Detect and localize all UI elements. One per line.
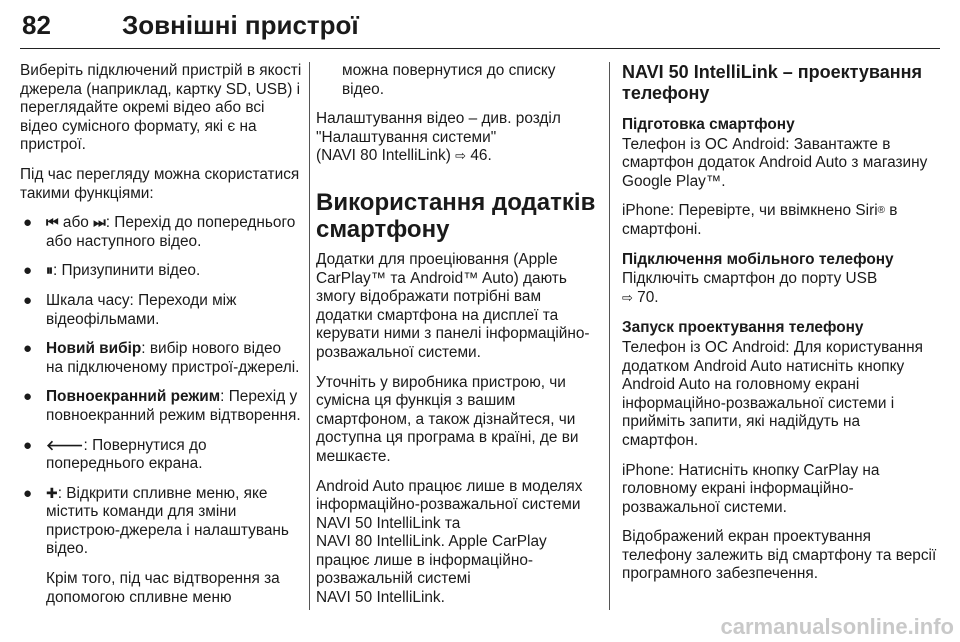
section-heading: NAVI 50 IntelliLink – проектування телефону <box>622 62 922 103</box>
list-text: : Відкрити спливне меню, яке містить команди для зміни пристрою-джерела і налаштувань відео. <box>46 484 289 558</box>
paragraph <box>316 110 598 167</box>
paragraph <box>622 270 940 308</box>
back-arrow-icon: 🡐 <box>46 437 84 454</box>
paragraph: Під час перегляду можна скористатися такими функціями: <box>20 165 300 202</box>
list-item <box>20 262 302 281</box>
paragraph: Відображений екран проектування телефону залежить від смартфону та версії програмного забезпечення. <box>622 528 937 583</box>
bullet-icon: ● <box>23 340 33 358</box>
bullet-icon: ● <box>23 388 33 406</box>
subheading: Запуск проектування телефону <box>622 319 864 337</box>
list-text: : Призупинити відео. <box>53 262 201 280</box>
watermark: carmanualsonline.info <box>720 614 954 639</box>
paragraph-text: Підключіть смартфон до порту USB <box>622 270 878 288</box>
list-item <box>20 437 302 474</box>
column-2 <box>316 62 598 619</box>
list-text: : Повернутися до попереднього екрана. <box>46 436 207 473</box>
paragraph: Телефон із ОС Android: Завантажте в смартфон додаток Android Auto з магазину Google Play™. <box>622 135 928 190</box>
list-text: : вибір нового відео на підключеному пристрої-джерелі. <box>46 340 300 376</box>
function-list <box>20 214 302 559</box>
pause-icon: ⏸ <box>46 263 53 280</box>
subheading: Підготовка смартфону <box>622 116 795 133</box>
header-divider <box>20 48 940 49</box>
page-reference-arrow-icon: ⇨ <box>622 290 633 306</box>
bullet-icon: ● <box>23 484 33 502</box>
list-item <box>20 388 302 425</box>
bullet-icon: ● <box>23 262 33 280</box>
page-reference: 46. <box>466 147 492 165</box>
paragraph: Виберіть підключений пристрій в якості джерела (наприклад, картку SD, USB) і переглядайте окремі відео або всі відео сумісного формату, які є на пристрої. <box>20 62 302 154</box>
paragraph: можна повернутися до списку відео. <box>342 62 556 98</box>
paragraph: Додатки для проеціювання (Apple CarPlay™ та Android™ Auto) дають змогу відображати потрібні вам додатки смартфона на дисплеї та керувати ними з панелі інформаційно-розважальної системи. <box>316 250 590 361</box>
paragraph-text: NAVI 50 IntelliLink та <box>316 514 461 532</box>
list-item <box>20 292 302 329</box>
paragraph: iPhone: Натисніть кнопку CarPlay на головному екрані інформаційно-розважальної системи. <box>622 461 880 516</box>
page-reference: 70. <box>632 288 659 306</box>
list-item <box>20 485 302 559</box>
page-reference-arrow-icon: ⇨ <box>455 149 467 165</box>
paragraph <box>316 478 598 608</box>
list-text: або <box>58 214 94 232</box>
list-term: Повноекранний режим <box>46 388 221 406</box>
list-item <box>20 340 302 377</box>
section-heading: Використання додатків смартфону <box>316 188 596 243</box>
plus-icon: ✚ <box>46 485 58 502</box>
list-item <box>20 214 302 251</box>
bullet-icon: ● <box>23 291 33 309</box>
paragraph <box>622 202 940 239</box>
page-header <box>20 8 940 52</box>
paragraph: Телефон із ОС Android: Для користування додатком Android Auto натисніть кнопку Android Auto на головному екрані інформаційно-розважальної системи і прийміть запити, які надійдуть на смартфон. <box>622 338 923 449</box>
skip-previous-icon: ⏮ <box>46 215 59 232</box>
skip-next-icon: ⏭ <box>93 215 106 232</box>
list-text: Шкала часу: Переходи між відеофільмами. <box>46 291 237 328</box>
column-divider-2 <box>609 62 610 610</box>
bullet-icon: ● <box>23 436 33 454</box>
paragraph-text: в смартфоні. <box>622 202 898 238</box>
paragraph: Уточніть у виробника пристрою, чи сумісна ця функція з вашим смартфоном, а також дізнайтеся, чи доступна ця програма в країні, де ви мешкаєте. <box>316 373 579 465</box>
paragraph: Крім того, під час відтворення за допомогою спливне меню <box>46 570 280 606</box>
list-text: : Перехід до попереднього або наступного відео. <box>46 214 296 250</box>
paragraph-text: Android Auto працює лише в моделях інформаційно-розважальної системи <box>316 477 583 514</box>
paragraph-text: NAVI 80 IntelliLink. Apple CarPlay працює лише в інформаційно-розважальній системі <box>316 533 547 588</box>
subheading: Підключення мобільного телефону <box>622 250 894 268</box>
paragraph-text: (NAVI 80 IntelliLink) <box>316 147 451 165</box>
page-number: 82 <box>22 10 51 40</box>
list-term: Новий вибір <box>46 340 142 358</box>
column-1 <box>20 62 302 618</box>
list-text: : Перехід у повноекранний режим відтворення. <box>46 388 301 424</box>
bullet-icon: ● <box>23 214 33 232</box>
paragraph-text: iPhone: Перевірте, чи ввімкнено Siri <box>622 202 878 220</box>
registered-mark: ® <box>877 205 885 217</box>
page-title: Зовнішні пристрої <box>122 10 359 40</box>
paragraph-text: NAVI 50 IntelliLink. <box>316 589 445 607</box>
paragraph-text: Налаштування відео – див. розділ "Налаштування системи" <box>316 110 561 146</box>
column-3 <box>622 62 940 595</box>
column-divider-1 <box>309 62 310 610</box>
